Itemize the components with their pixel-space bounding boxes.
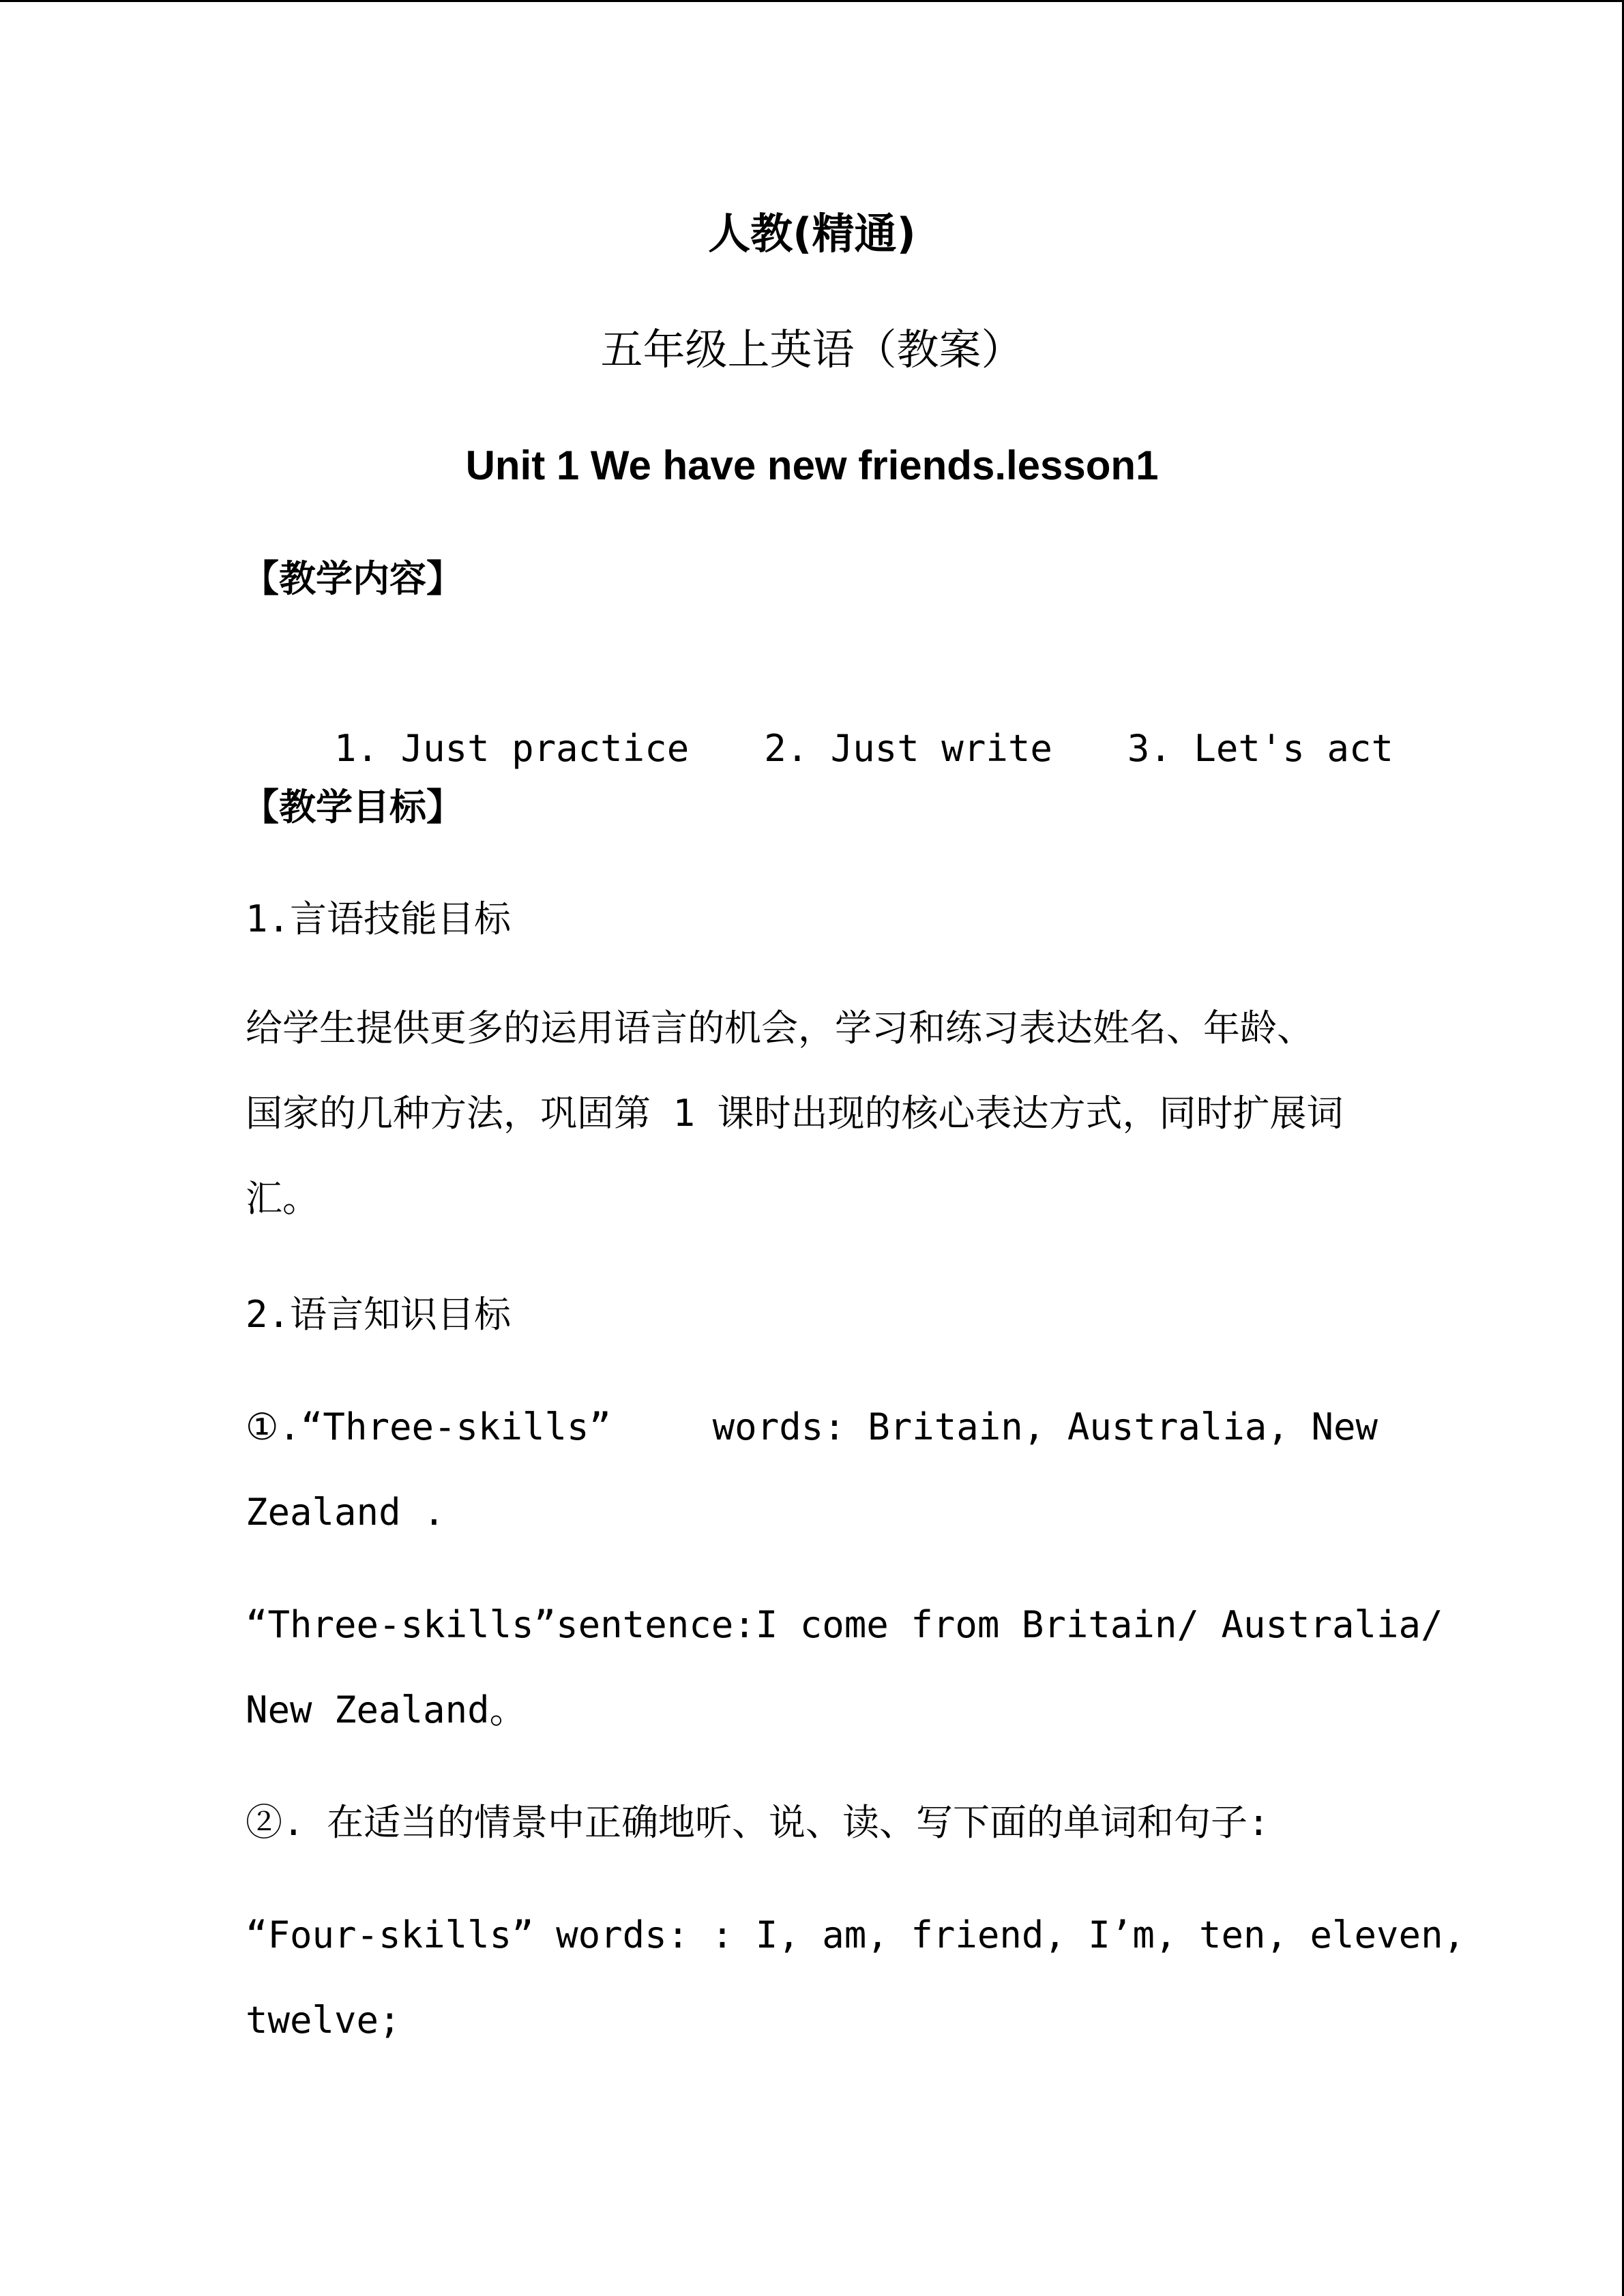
four-skills-words-continued: twelve;: [246, 1999, 401, 2042]
goal1-text-line: 给学生提供更多的运用语言的机会，学习和练习表达姓名、年龄、: [246, 1007, 1314, 1049]
three-skills-sentence-label: “Three-skills”sentence:: [246, 1603, 756, 1646]
goal1-heading: 1.言语技能目标: [246, 897, 512, 940]
goal1-text-line: 国家的几种方法，巩固第 1 课时出现的核心表达方式，同时扩展词: [246, 1092, 1344, 1135]
content-item: 1. Just practice: [334, 727, 690, 770]
goal2-heading: 2.语言知识目标: [246, 1293, 512, 1336]
three-skills-sentence-line: [246, 1598, 1443, 1652]
section-content-heading: 【教学内容】: [242, 556, 463, 600]
three-skills-label: ①.“Three-skills”: [246, 1405, 612, 1448]
content-item: 3. Let's act: [1127, 727, 1393, 770]
three-skills-sentence-continued: New Zealand。: [246, 1688, 527, 1731]
four-skills-words-line: “Four-skills” words: : I, am, friend, I’m, ten, eleven,: [246, 1913, 1466, 1956]
three-skills-words-continued: Zealand .: [246, 1491, 445, 1534]
document-title: 人教(精通): [708, 209, 916, 258]
three-skills-sentence: I come from Britain/ Australia/: [755, 1603, 1443, 1646]
three-skills-words-line: [246, 1400, 1378, 1455]
item2-line: ②. 在适当的情景中正确地听、说、读、写下面的单词和句子:: [246, 1801, 1270, 1844]
section-goals-heading: 【教学目标】: [242, 785, 463, 829]
content-item: 2. Just write: [764, 727, 1052, 770]
document-subtitle: 五年级上英语（教案）: [600, 325, 1024, 374]
three-skills-words: words: Britain, Australia, New: [712, 1405, 1378, 1448]
unit-title: Unit 1 We have new friends.lesson1: [465, 443, 1159, 488]
goal1-text-line: 汇。: [246, 1177, 319, 1220]
